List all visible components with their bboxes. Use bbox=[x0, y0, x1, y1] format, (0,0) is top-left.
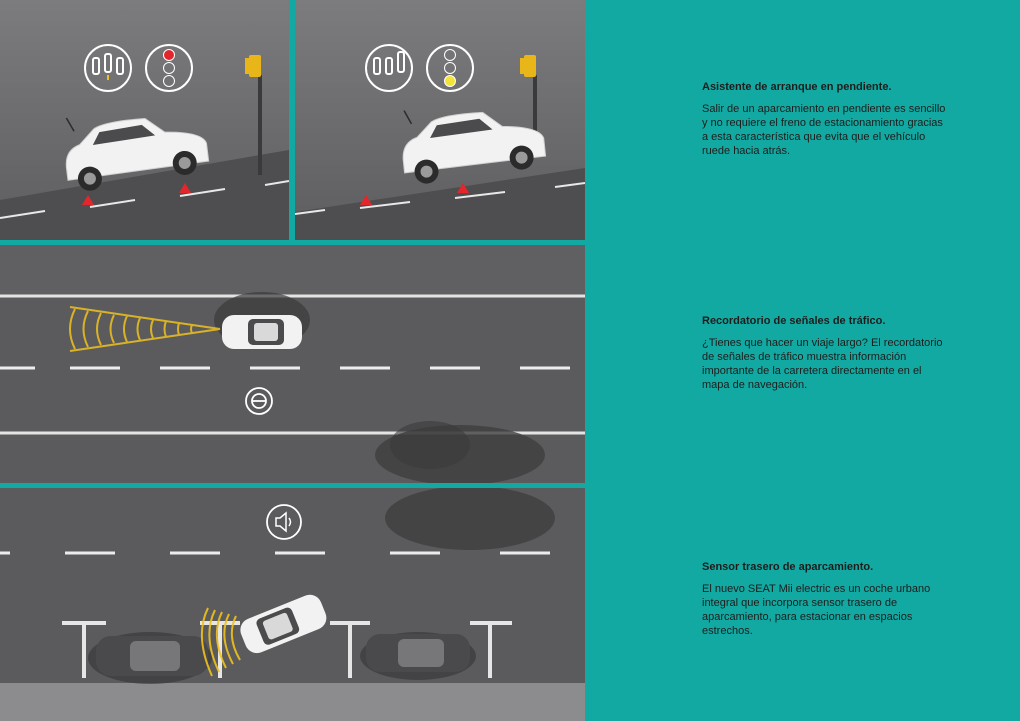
text-column bbox=[585, 0, 1020, 721]
traffic-light-icon bbox=[520, 55, 536, 77]
feature-description: Salir de un aparcamiento en pendiente es sencillo y no requiere el freno de estacionamiento gracias a esta característica que evita que el vehículo ruede hacia atrás. bbox=[702, 103, 946, 157]
parked-car bbox=[360, 632, 476, 680]
feature-hill-start bbox=[702, 80, 952, 158]
parking-sensor-illustration bbox=[0, 488, 585, 721]
car-top-view bbox=[222, 315, 302, 349]
traffic-light-icon bbox=[245, 55, 261, 77]
hill-start-illustration-red bbox=[0, 0, 289, 240]
parked-car bbox=[88, 632, 212, 684]
traffic-light-pole bbox=[533, 75, 537, 137]
feature-traffic-sign bbox=[702, 314, 952, 392]
feature-parking-sensor bbox=[702, 560, 952, 638]
traffic-light-pole bbox=[258, 75, 262, 175]
traffic-sign-illustration bbox=[0, 245, 585, 483]
feature-description: El nuevo SEAT Mii electric es un coche urbano integral que incorpora sensor trasero de aparcamiento, para estacionar en espacios estrechos. bbox=[702, 583, 931, 637]
feature-title: Recordatorio de señales de tráfico. bbox=[702, 315, 886, 327]
feature-description: ¿Tienes que hacer un viaje largo? El recordatorio de señales de tráfico muestra información importante de la carretera directamente en el mapa de navegación. bbox=[702, 337, 943, 391]
feature-title: Asistente de arranque en pendiente. bbox=[702, 81, 892, 93]
feature-title: Sensor trasero de aparcamiento. bbox=[702, 561, 874, 573]
hill-start-illustration-yellow bbox=[295, 0, 585, 240]
